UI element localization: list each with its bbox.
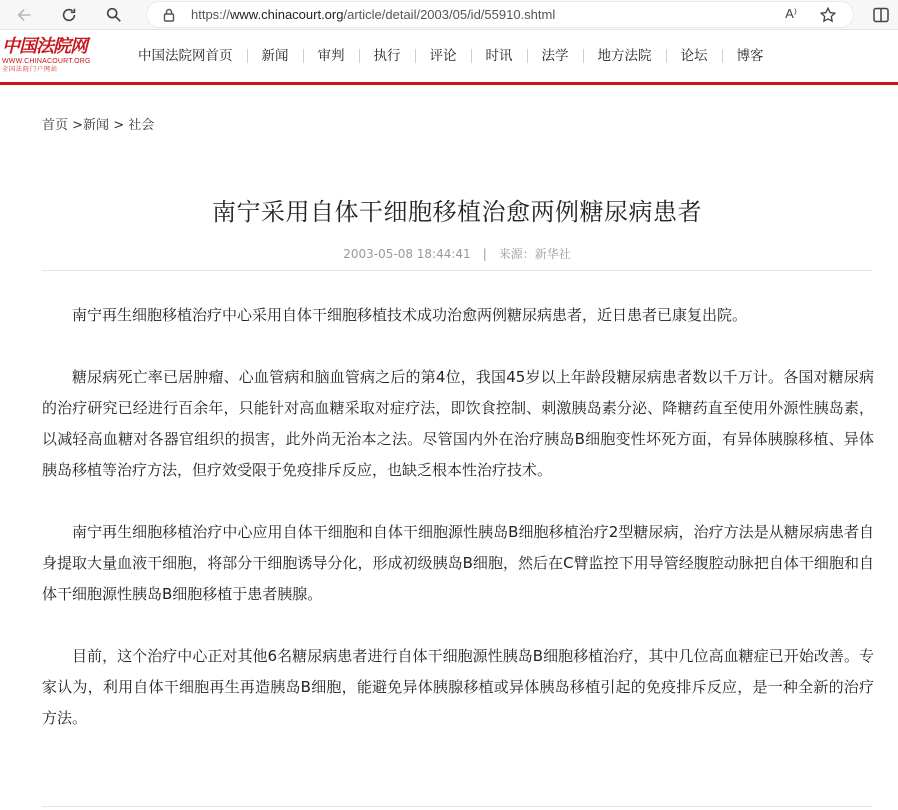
logo-domain: WWW.CHINACOURT.ORG [2,58,91,65]
breadcrumb-separator: > [68,118,84,133]
refresh-icon[interactable] [56,2,82,28]
article-paragraph: 南宁再生细胞移植治疗中心采用自体干细胞移植技术成功治愈两例糖尿病患者，近日患者已康复出院。 [72,306,748,324]
browser-toolbar [0,0,898,30]
url-text[interactable] [191,7,555,22]
bottom-divider [42,806,872,807]
back-icon[interactable] [12,2,38,28]
url-prefix: https:// [191,7,231,22]
nav-item-current-news[interactable]: 时讯 [485,48,513,64]
url-host: www.chinacourt.org [230,7,344,22]
search-icon[interactable] [101,2,127,28]
nav-item-trial[interactable]: 审判 [317,48,345,64]
site-header [0,31,898,87]
article-datetime: 2003-05-08 18:44:41 [343,247,471,261]
lock-icon[interactable] [161,7,177,23]
address-bar[interactable] [146,1,854,28]
article-paragraph: 南宁再生细胞移植治疗中心应用自体干细胞和自体干细胞源性胰岛B细胞移植治疗2型糖尿病，治疗方法是从糖尿病患者自身提取大量血液干细胞，将部分干细胞诱导分化，形成初级胰岛B细胞，然后在C臂监控下用导管经腹腔动脉把自体干细胞和自体干细胞源性胰岛B细胞移植于患者胰腺。 [42,523,874,603]
nav-item-commentary[interactable]: 评论 [429,48,457,64]
site-logo[interactable] [2,37,98,79]
nav-item-news[interactable]: 新闻 [261,48,289,64]
nav-item-forum[interactable]: 论坛 [680,48,708,64]
split-screen-icon[interactable] [872,6,890,24]
meta-divider: | [482,247,487,261]
nav-item-home[interactable]: 中国法院网首页 [138,48,233,64]
article-body [42,300,874,765]
logo-title: 中国法院网 [2,36,87,57]
article-title: 南宁采用自体干细胞移植治愈两例糖尿病患者 [212,198,702,227]
article-meta [0,245,898,262]
breadcrumb-society[interactable]: 社会 [128,118,155,133]
main-nav [124,47,778,65]
nav-item-law-studies[interactable]: 法学 [541,48,569,64]
breadcrumb-news[interactable]: 新闻 [83,118,110,133]
article-paragraph: 目前，这个治疗中心正对其他6名糖尿病患者进行自体干细胞源性胰岛B细胞移植治疗，其中几位高血糖症已开始改善。专家认为，利用自体干细胞再生再造胰岛B细胞，能避免异体胰腺移植或异体胰岛移植引起的免疫排斥反应，是一种全新的治疗方法。 [42,647,874,727]
article-paragraph: 糖尿病死亡率已居肿瘤、心血管病和脑血管病之后的第4位，我国45岁以上年龄段糖尿病患者数以千万计。各国对糖尿病的治疗研究已经进行百余年，只能针对高血糖采取对症疗法，即饮食控制、刺激胰岛素分泌、降糖药直至使用外源性胰岛素，以减轻高血糖对各器官组织的损害，此外尚无治本之法。尽管国内外在治疗胰岛B细胞变性坏死方面，有异体胰腺移植、异体胰岛移植等治疗方法，但疗效受限于免疫排斥反应，也缺乏根本性治疗技术。 [42,368,874,479]
header-accent-bar [0,82,898,85]
breadcrumb-separator: > [109,118,129,133]
nav-item-blog[interactable]: 博客 [736,48,764,64]
article-source: 来源：新华社 [498,247,571,261]
logo-tagline: 全国法院门户网站 [2,66,59,73]
breadcrumb-home[interactable]: 首页 [42,118,69,133]
nav-item-enforcement[interactable]: 执行 [373,48,401,64]
read-aloud-icon[interactable]: A⁾ [785,6,797,21]
favorite-star-icon[interactable] [819,6,837,24]
title-divider [42,270,872,271]
url-path: /article/detail/2003/05/id/55910.shtml [343,7,556,22]
breadcrumb [42,114,154,133]
nav-item-local-courts[interactable]: 地方法院 [597,48,652,64]
